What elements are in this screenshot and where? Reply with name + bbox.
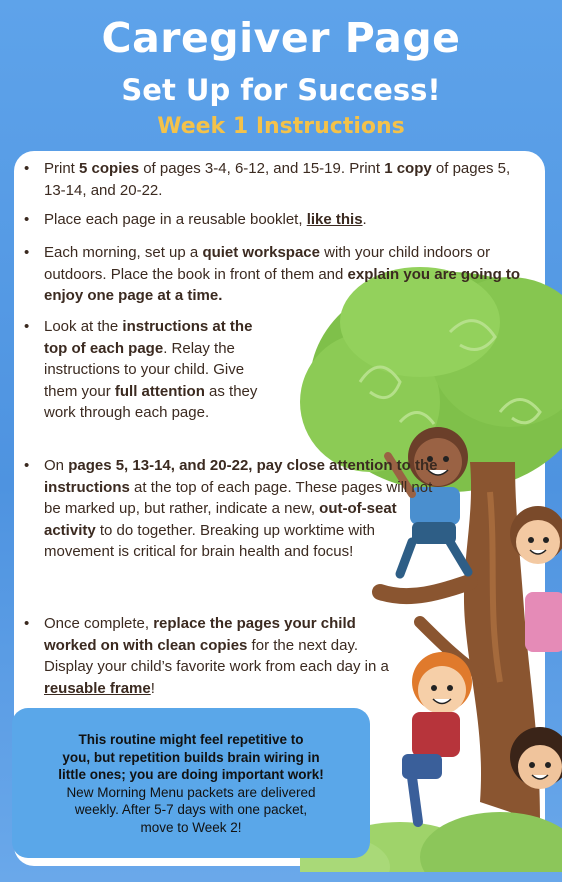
list-item: • Each morning, set up a quiet workspace with your child indoors or outdoors. Place the book in front of them and explain you are going to enjoy one page at a time.: [24, 244, 521, 304]
list-item: • Place each page in a reusable booklet, like this.: [24, 211, 367, 228]
page-title: Caregiver Page: [101, 14, 461, 62]
reusable-frame-link[interactable]: reusable frame: [44, 679, 151, 697]
callout-text: This routine might feel repetitive to you, but repetition builds brain wiring in little ones; you are doing important work! New Morning Menu packets are delivered weekly. After 5-7 days with one packet, move to Week 2!: [58, 732, 324, 835]
list-item: • Look at the instructions at the top of each page. Relay the instructions to your child. Give them your full attention as they work through each page.: [24, 318, 258, 421]
page-subtitle: Set Up for Success!: [121, 73, 441, 107]
kid-red-shirt: [402, 652, 472, 822]
list-item: • Once complete, replace the pages your child worked on with clean copies for the next day. Display your child’s favorite work from each day in a reusable frame!: [24, 615, 389, 697]
list-item: • On pages 5, 13-14, and 20-22, pay close attention to the instructions at the top of each page. These pages will not be marked up, but rather, indicate a new, out-of-seat activity to do together. Breaking up worktime with movement is critical for brain health and focus!: [24, 457, 438, 560]
list-item: • Print 5 copies of pages 3-4, 6-12, and 15-19. Print 1 copy of pages 5, 13-14, and 20-22.: [24, 160, 511, 199]
booklet-link[interactable]: like this: [306, 211, 363, 228]
week-heading: Week 1 Instructions: [157, 114, 405, 139]
